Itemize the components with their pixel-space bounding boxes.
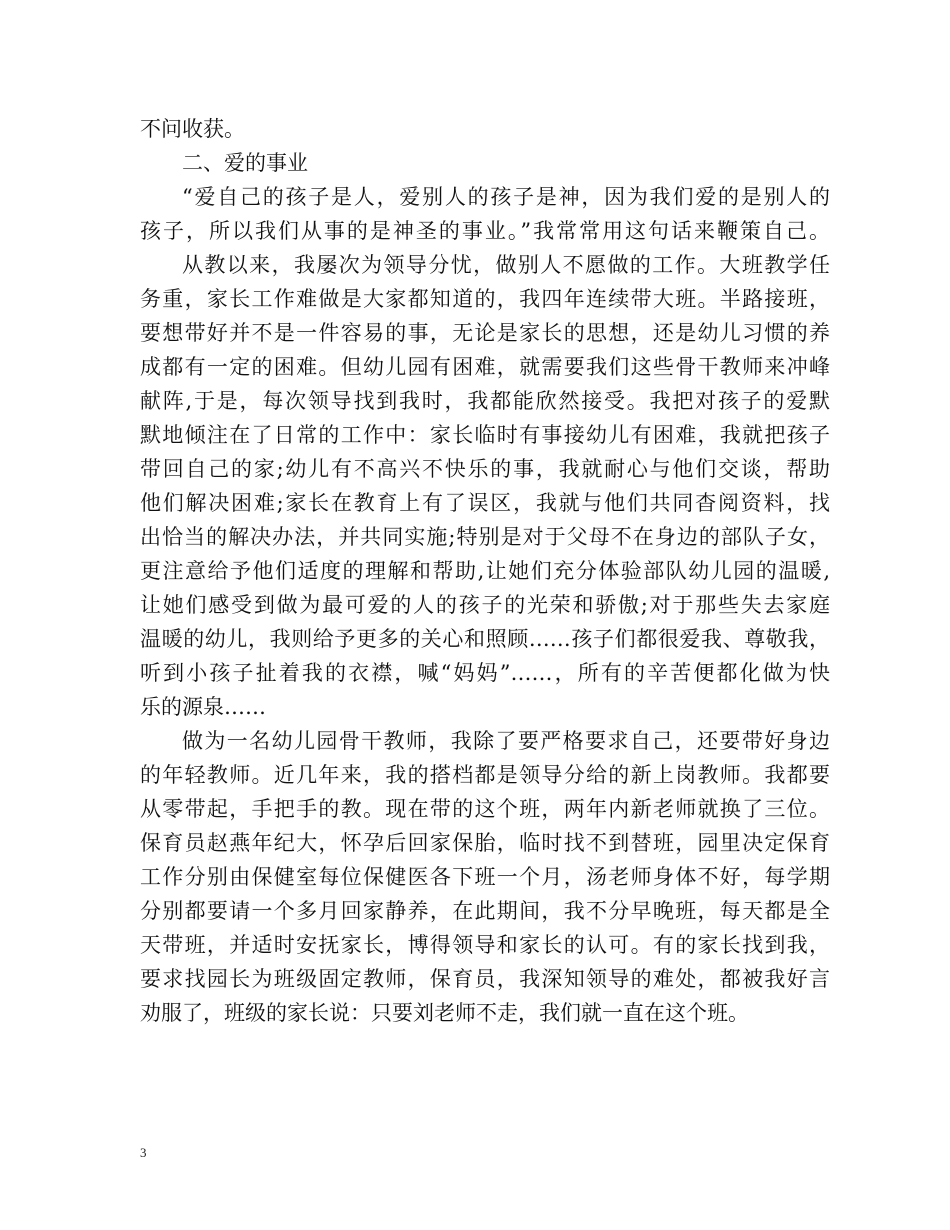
text-line: 温暖的幼儿，我则给予更多的关心和照顾……孩子们都很爱我、尊敬我， [140,627,830,651]
text-line: 让她们感受到做为最可爱的人的孩子的光荣和骄傲;对于那些失去家庭 [140,593,830,617]
text-line: 不问收获。 [140,117,245,141]
text-line: 要求找园长为班级固定教师，保育员，我深知领导的难处，都被我好言 [140,967,830,991]
text-line: 分别都要请一个多月回家静养，在此期间，我不分早晚班，每天都是全 [140,899,830,923]
text-line: 要想带好并不是一件容易的事，无论是家长的思想，还是幼儿习惯的养 [140,321,830,345]
text-line: 保育员赵燕年纪大，怀孕后回家保胎，临时找不到替班，园里决定保育 [140,831,830,855]
text-line: 工作分别由保健室每位保健医各下班一个月，汤老师身体不好，每学期 [140,865,830,889]
body-text [140,112,830,1030]
text-line: 他们解决困难;家长在教育上有了误区，我就与他们共同杳阅资料，找 [140,491,830,515]
text-line: “爱自己的孩子是人，爱别人的孩子是神，因为我们爱的是别人的 [182,185,830,209]
text-line: 默地倾注在了日常的工作中：家长临时有事接幼儿有困难，我就把孩子 [140,423,830,447]
text-line: 天带班，并适时安抚家长，博得领导和家长的认可。有的家长找到我， [140,933,830,957]
page-number: 3 [140,1145,147,1160]
text-line: 出恰当的解决办法，并共同实施;特别是对于父母不在身边的部队子女， [140,525,830,549]
text-line: 从教以来，我屡次为领导分忧，做别人不愿做的工作。大班教学任 [182,253,830,277]
text-line: 务重，家长工作难做是大家都知道的，我四年连续带大班。半路接班， [140,287,830,311]
text-line: 成都有一定的困难。但幼儿园有困难，就需要我们这些骨干教师来冲峰 [140,355,830,379]
text-line: 的年轻教师。近几年来，我的搭档都是领导分给的新上岗教师。我都要 [140,763,830,787]
text-line: 更注意给予他们适度的理解和帮助,让她们充分体验部队幼儿园的温暖, [140,559,830,583]
text-line: 做为一名幼儿园骨干教师，我除了要严格要求自己，还要带好身边 [182,729,830,753]
section-heading: 二、爱的事业 [182,151,308,175]
text-line: 孩子，所以我们从事的是神圣的事业。”我常常用这句话来鞭策自己。 [140,219,830,243]
text-line: 劝服了，班级的家长说：只要刘老师不走，我们就一直在这个班。 [140,1001,749,1025]
text-line: 从零带起，手把手的教。现在带的这个班，两年内新老师就换了三位。 [140,797,830,821]
text-line: 带回自己的家;幼儿有不高兴不快乐的事，我就耐心与他们交谈，帮助 [140,457,830,481]
text-line: 乐的源泉…… [140,695,266,719]
text-line: 听到小孩子扯着我的衣襟，喊“妈妈”……，所有的辛苦便都化做为快 [140,661,830,685]
text-line: 献阵,于是，每次领导找到我时，我都能欣然接受。我把对孩子的爱默 [140,389,830,413]
